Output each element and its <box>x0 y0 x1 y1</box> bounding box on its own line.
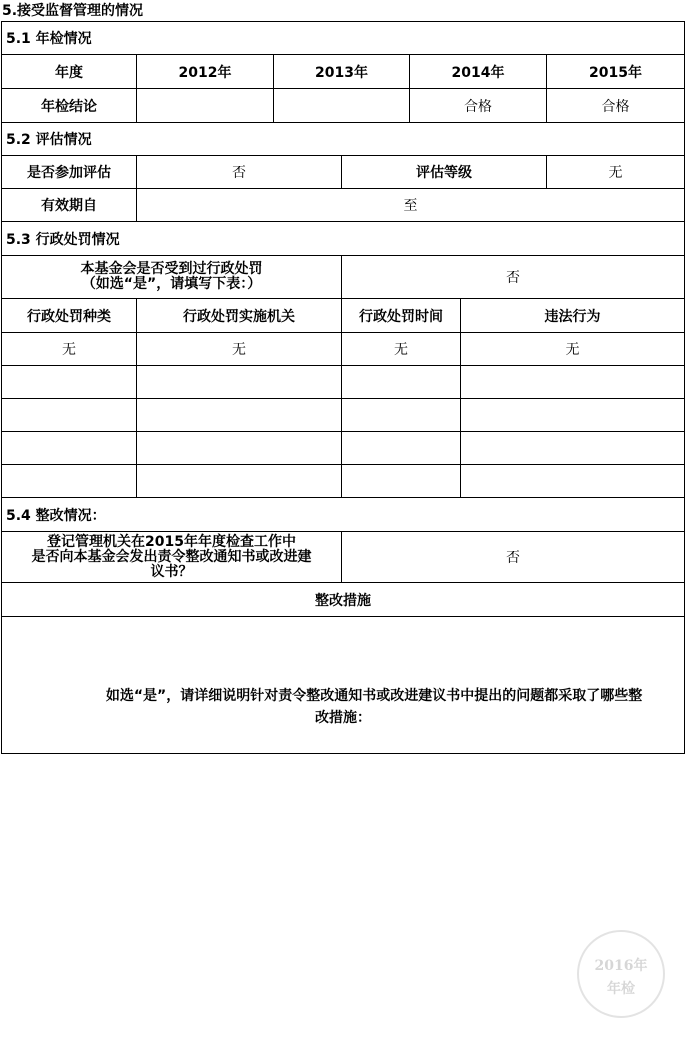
rectification-question-line3: 议书？ <box>150 563 193 580</box>
supervision-form <box>1 21 685 754</box>
year-2013: 2013年 <box>274 55 410 89</box>
penalty-cell[interactable] <box>461 366 685 399</box>
inspection-result-2012[interactable] <box>137 89 274 123</box>
inspection-result-label: 年检结论 <box>2 89 137 123</box>
rectification-answer[interactable]: 否 <box>342 532 685 583</box>
table-row <box>2 399 685 432</box>
penalty-cell[interactable] <box>137 399 342 432</box>
penalty-cell[interactable]: 无 <box>342 333 461 366</box>
evaluation-grade-label: 评估等级 <box>342 156 547 189</box>
year-2015: 2015年 <box>547 55 685 89</box>
penalty-cell[interactable]: 无 <box>137 333 342 366</box>
table-row <box>2 366 685 399</box>
inspection-result-2013[interactable] <box>274 89 410 123</box>
penalty-cell[interactable] <box>342 432 461 465</box>
annual-inspection-stamp <box>577 930 665 1018</box>
inspection-result-2014[interactable]: 合格 <box>410 89 547 123</box>
evaluation-grade-value[interactable]: 无 <box>547 156 685 189</box>
section-heading-annual-inspection: 5.1 年检情况 <box>2 22 685 55</box>
penalty-cell[interactable] <box>342 465 461 498</box>
penalty-col-violation: 违法行为 <box>461 299 685 333</box>
penalty-cell[interactable] <box>137 432 342 465</box>
rectification-note-line2: 改措施： <box>315 710 372 726</box>
page-title: 5.接受监督管理的情况 <box>2 3 144 19</box>
rectification-measures-box[interactable] <box>2 617 685 754</box>
section-heading-rectification: 5.4 整改情况： <box>2 498 685 532</box>
section-heading-penalty: 5.3 行政处罚情况 <box>2 222 685 256</box>
rectification-measures-label: 整改措施 <box>2 583 685 617</box>
penalty-cell[interactable] <box>461 399 685 432</box>
table-row <box>2 333 685 366</box>
evaluation-participated-value[interactable]: 否 <box>137 156 342 189</box>
penalty-cell[interactable] <box>2 432 137 465</box>
rectification-question <box>2 532 342 583</box>
penalty-cell[interactable] <box>342 399 461 432</box>
rectification-question-line2: 是否向本基金会发出责令整改通知书或改进建 <box>31 548 312 565</box>
table-row <box>2 465 685 498</box>
evaluation-participated-label: 是否参加评估 <box>2 156 137 189</box>
penalty-col-authority: 行政处罚实施机关 <box>137 299 342 333</box>
penalty-col-time: 行政处罚时间 <box>342 299 461 333</box>
rectification-question-line1: 登记管理机关在2015年年度检查工作中 <box>47 533 296 550</box>
penalty-cell[interactable] <box>2 465 137 498</box>
table-row <box>2 432 685 465</box>
valid-period-label: 有效期自 <box>2 189 137 222</box>
penalty-cell[interactable] <box>137 366 342 399</box>
penalty-cell[interactable] <box>2 366 137 399</box>
inspection-result-2015[interactable]: 合格 <box>547 89 685 123</box>
penalty-cell[interactable] <box>2 399 137 432</box>
penalty-cell[interactable]: 无 <box>461 333 685 366</box>
section-heading-evaluation: 5.2 评估情况 <box>2 123 685 156</box>
rectification-note-line1: 如选“是”，请详细说明针对责令整改通知书或改进建议书中提出的问题都采取了哪些整 <box>105 688 643 704</box>
penalty-answer[interactable]: 否 <box>342 256 685 299</box>
penalty-col-type: 行政处罚种类 <box>2 299 137 333</box>
year-label: 年度 <box>2 55 137 89</box>
year-2012: 2012年 <box>137 55 274 89</box>
penalty-question-line1: 本基金会是否受到过行政处罚 <box>80 261 263 277</box>
penalty-cell[interactable] <box>461 465 685 498</box>
valid-period-value[interactable]: 至 <box>137 189 685 222</box>
stamp-year: 2016年 <box>594 958 648 974</box>
penalty-cell[interactable] <box>137 465 342 498</box>
year-2014: 2014年 <box>410 55 547 89</box>
penalty-cell[interactable] <box>342 366 461 399</box>
penalty-cell[interactable]: 无 <box>2 333 137 366</box>
stamp-label: 年检 <box>607 981 635 997</box>
penalty-question-line2: （如选“是”，请填写下表：） <box>81 276 262 292</box>
penalty-question <box>2 256 342 299</box>
penalty-cell[interactable] <box>461 432 685 465</box>
